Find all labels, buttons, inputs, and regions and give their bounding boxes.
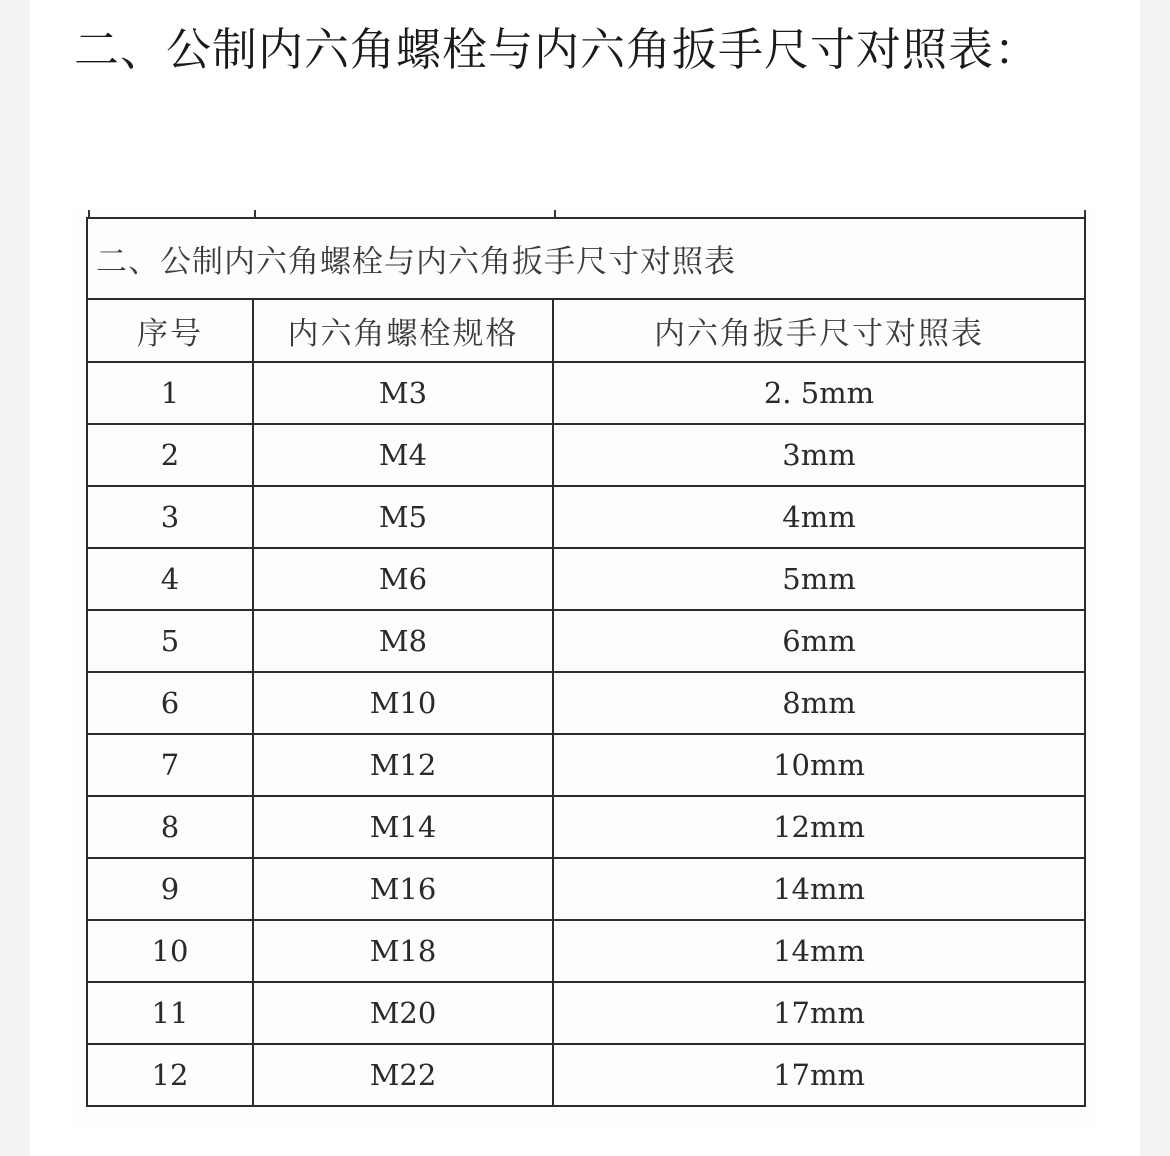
- size-comparison-table: [86, 217, 1086, 1107]
- table-row: [87, 982, 1085, 1044]
- article-page: [30, 0, 1140, 1156]
- table-row: [87, 920, 1085, 982]
- table-row: [87, 362, 1085, 424]
- table-header-row: [87, 299, 1085, 362]
- table-row: [87, 858, 1085, 920]
- table-caption-row: [87, 218, 1085, 299]
- table-row: [87, 424, 1085, 486]
- table-image: [74, 210, 1096, 1130]
- cell-bolt-spec: M10: [253, 672, 553, 734]
- cell-index: 5: [87, 610, 253, 672]
- table-row: [87, 672, 1085, 734]
- cell-wrench-size: 10mm: [553, 734, 1085, 796]
- cell-index: 6: [87, 672, 253, 734]
- cell-index: 8: [87, 796, 253, 858]
- cell-wrench-size: 17mm: [553, 1044, 1085, 1106]
- table-caption: 二、公制内六角螺栓与内六角扳手尺寸对照表: [87, 218, 1085, 299]
- cell-bolt-spec: M12: [253, 734, 553, 796]
- cell-bolt-spec: M3: [253, 362, 553, 424]
- cell-wrench-size: 12mm: [553, 796, 1085, 858]
- cell-index: 7: [87, 734, 253, 796]
- cell-wrench-size: 14mm: [553, 858, 1085, 920]
- cell-bolt-spec: M6: [253, 548, 553, 610]
- table-row: [87, 486, 1085, 548]
- table-row: [87, 796, 1085, 858]
- cell-bolt-spec: M4: [253, 424, 553, 486]
- cell-index: 4: [87, 548, 253, 610]
- cell-index: 3: [87, 486, 253, 548]
- cell-index: 12: [87, 1044, 253, 1106]
- cell-wrench-size: 8mm: [553, 672, 1085, 734]
- cell-index: 11: [87, 982, 253, 1044]
- cell-bolt-spec: M16: [253, 858, 553, 920]
- column-header-bolt-spec: 内六角螺栓规格: [253, 299, 553, 362]
- cell-index: 10: [87, 920, 253, 982]
- cell-index: 9: [87, 858, 253, 920]
- column-header-index: 序号: [87, 299, 253, 362]
- cell-bolt-spec: M18: [253, 920, 553, 982]
- cell-bolt-spec: M20: [253, 982, 553, 1044]
- cell-wrench-size: 17mm: [553, 982, 1085, 1044]
- cell-index: 1: [87, 362, 253, 424]
- table-row: [87, 734, 1085, 796]
- cell-bolt-spec: M5: [253, 486, 553, 548]
- table-row: [87, 548, 1085, 610]
- cell-bolt-spec: M22: [253, 1044, 553, 1106]
- cell-index: 2: [87, 424, 253, 486]
- cell-wrench-size: 4mm: [553, 486, 1085, 548]
- cell-wrench-size: 5mm: [553, 548, 1085, 610]
- cell-wrench-size: 3mm: [553, 424, 1085, 486]
- cell-bolt-spec: M8: [253, 610, 553, 672]
- cell-wrench-size: 6mm: [553, 610, 1085, 672]
- column-header-wrench-size: 内六角扳手尺寸对照表: [553, 299, 1085, 362]
- article-heading: 二、公制内六角螺栓与内六角扳手尺寸对照表：: [74, 23, 1041, 76]
- cell-wrench-size: 2. 5mm: [553, 362, 1085, 424]
- table-row: [87, 1044, 1085, 1106]
- table-row: [87, 610, 1085, 672]
- cell-wrench-size: 14mm: [553, 920, 1085, 982]
- cell-bolt-spec: M14: [253, 796, 553, 858]
